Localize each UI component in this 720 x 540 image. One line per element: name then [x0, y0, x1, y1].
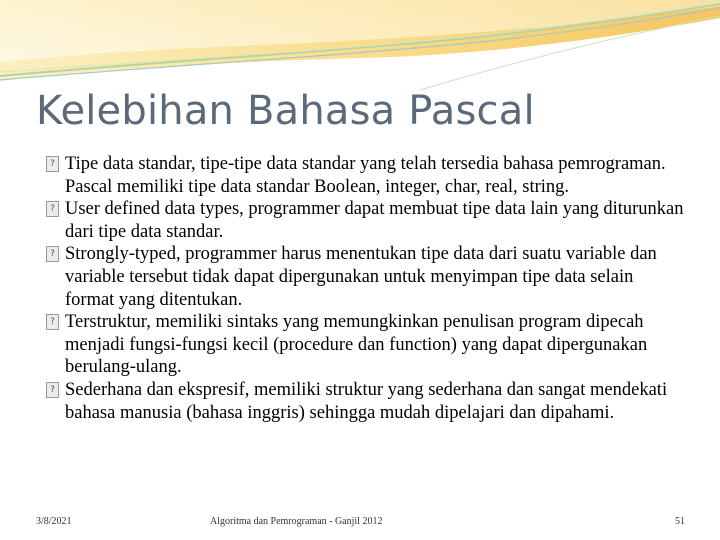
bullet-text: Tipe data standar, tipe-tipe data standar yang telah tersedia bahasa pemrograman. Pascal memiliki tipe data standar Boolean, integer, char, real, string. [65, 154, 666, 197]
footer-page-number: 51 [675, 516, 685, 527]
bullet-glyph: ? [46, 156, 59, 172]
footer-course: Algoritma dan Pemrograman - Ganjil 2012 [210, 516, 383, 527]
bullet-item [46, 311, 686, 379]
bullet-glyph: ? [46, 382, 59, 398]
bullet-item [46, 153, 686, 198]
slide-title: Kelebihan Bahasa Pascal [36, 88, 535, 134]
decorative-header-band [0, 0, 720, 90]
bullet-item [46, 198, 686, 243]
bullet-item [46, 379, 686, 424]
bullet-glyph: ? [46, 314, 59, 330]
bullet-glyph: ? [46, 201, 59, 217]
bullet-text: Terstruktur, memiliki sintaks yang memungkinkan penulisan program dipecah menjadi fungsi-fungsi kecil (procedure dan function) yang dapat dipergunakan berulang-ulang. [65, 312, 648, 378]
bullet-list [46, 153, 686, 424]
footer-date: 3/8/2021 [36, 516, 72, 527]
bullet-text: Sederhana dan ekspresif, memiliki struktur yang sederhana dan sangat mendekati bahasa manusia (bahasa inggris) sehingga mudah dipelajari dan dipahami. [65, 379, 668, 423]
bullet-text: Strongly-typed, programmer harus menentukan tipe data dari suatu variable dan variable tersebut tidak dapat dipergunakan untuk menyimpan tipe data selain format yang ditentukan. [65, 244, 657, 310]
bullet-item [46, 243, 686, 311]
bullet-glyph: ? [46, 246, 59, 262]
bullet-text: User defined data types, programmer dapat membuat tipe data lain yang diturunkan dari tipe data standar. [65, 199, 684, 242]
